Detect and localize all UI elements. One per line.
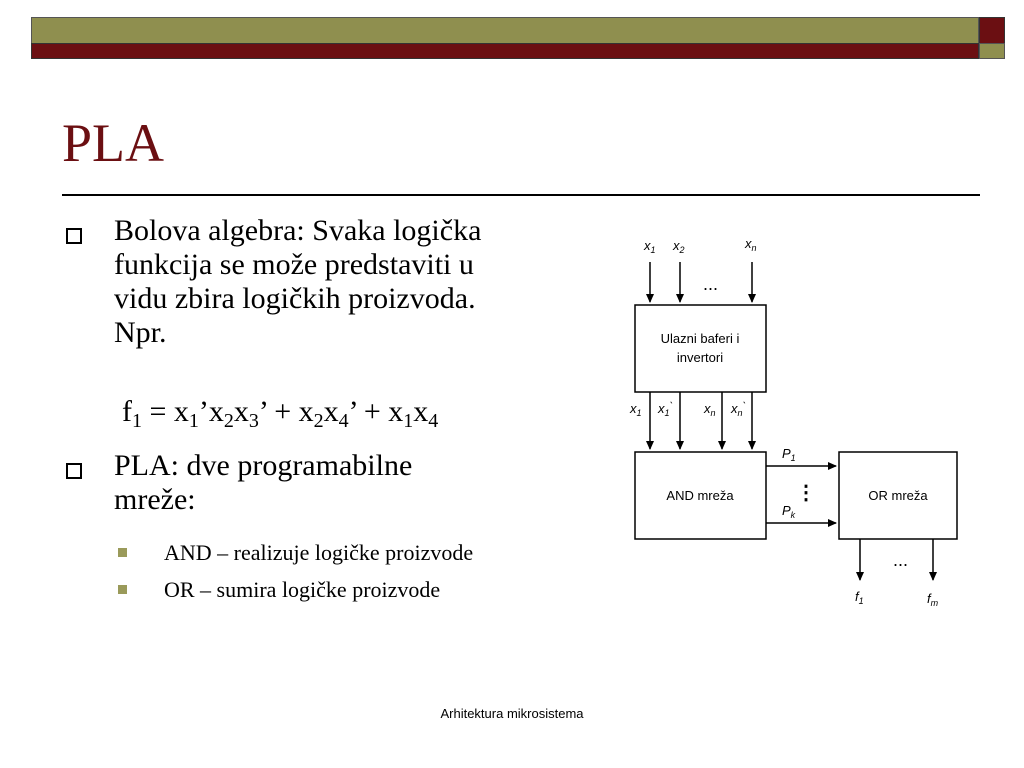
formula-subscript: 2 bbox=[313, 410, 324, 432]
buffer-box-label: Ulazni baferi i bbox=[660, 331, 740, 346]
formula-lhs-sub: 1 bbox=[132, 410, 142, 432]
input-label-x1: $x_1$ bbox=[644, 238, 656, 255]
buffer-output-label: $x_n^`$ bbox=[731, 401, 747, 418]
page-title: PLA bbox=[62, 113, 165, 173]
formula-variable: x bbox=[208, 395, 224, 428]
bullet-2-line: mreže: bbox=[114, 483, 196, 516]
sub-bullet-or: OR – sumira logičke proizvode bbox=[164, 577, 441, 602]
input-label-xn: $x_n$ bbox=[745, 236, 757, 253]
formula-lhs: f bbox=[122, 395, 132, 428]
formula-prime: ’ bbox=[258, 395, 267, 428]
and-box-label: AND mreža bbox=[666, 488, 734, 503]
formula-prime: ’ bbox=[348, 395, 357, 428]
formula-variable: x bbox=[173, 395, 189, 428]
input-label-x2: $x_2$ bbox=[673, 238, 685, 255]
bullet-1-line: Bolova algebra: Svaka logička bbox=[114, 214, 482, 247]
formula-variable: x bbox=[323, 395, 339, 428]
formula-subscript: 1 bbox=[188, 410, 199, 432]
formula-variable: x bbox=[413, 395, 429, 428]
formula-plus: + bbox=[356, 395, 389, 428]
bullet-1-line: vidu zbira logičkih proizvoda. bbox=[114, 282, 476, 315]
buffer-box-label: invertori bbox=[676, 350, 724, 365]
output-ellipsis: ... bbox=[893, 550, 909, 570]
formula-subscript: 4 bbox=[428, 410, 439, 432]
formula-subscript: 1 bbox=[403, 410, 414, 432]
formula-subscript: 2 bbox=[223, 410, 234, 432]
input-ellipsis: ... bbox=[703, 274, 719, 294]
buffer-output-label: $x_n$ bbox=[704, 401, 716, 418]
buffer-box bbox=[635, 305, 766, 392]
footer-text: Arhitektura mikrosistema bbox=[440, 706, 584, 721]
formula-variable: x bbox=[233, 395, 249, 428]
bullet-1-line: funkcija se može predstaviti u bbox=[114, 248, 474, 281]
output-label-fm: $f_m$ bbox=[927, 591, 939, 608]
formula-prime: ’ bbox=[198, 395, 209, 428]
output-label-f1: $f_1$ bbox=[855, 589, 864, 606]
bullet-1-line: Npr. bbox=[114, 316, 167, 349]
product-label-pk: $P_k$ bbox=[782, 503, 796, 520]
formula-variable: x bbox=[388, 395, 404, 428]
formula-subscript: 4 bbox=[338, 410, 349, 432]
formula-plus: + bbox=[266, 395, 299, 428]
buffer-output-label: $x_1^`$ bbox=[658, 401, 674, 418]
formula-eq: = bbox=[142, 395, 174, 428]
formula-subscript: 3 bbox=[248, 410, 259, 432]
buffer-output-label: $x_1$ bbox=[630, 401, 642, 418]
bullet-2-line: PLA: dve programabilne bbox=[114, 449, 413, 482]
sub-bullet-and: AND – realizuje logičke proizvode bbox=[164, 540, 474, 565]
product-label-p1: $P_1$ bbox=[782, 446, 796, 463]
product-ellipsis: ⋮ bbox=[796, 482, 816, 504]
formula-variable: x bbox=[298, 395, 314, 428]
or-box-label: OR mreža bbox=[868, 488, 928, 503]
